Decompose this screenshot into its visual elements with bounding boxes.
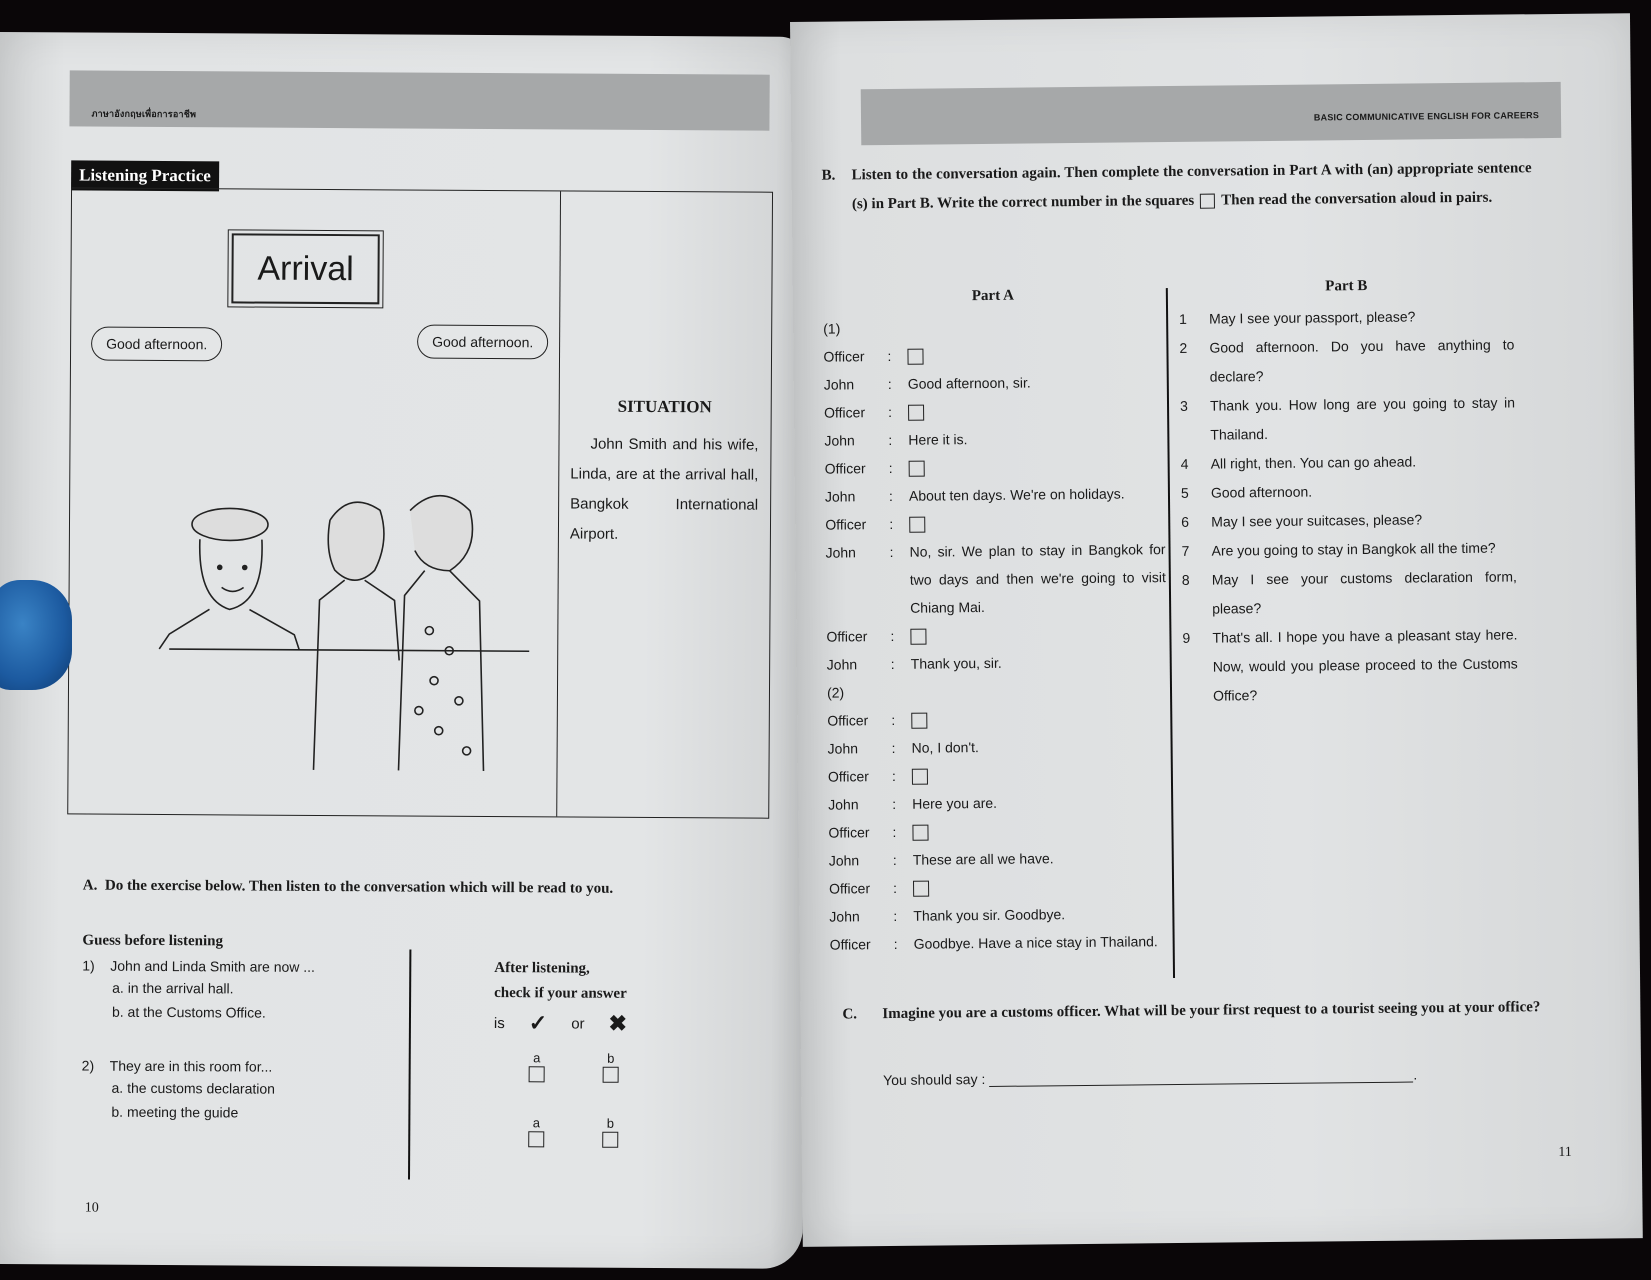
is-label: is bbox=[493, 1014, 505, 1032]
situation-text: John Smith and his wife, Linda, are at the arrival hall, Bangkok International Airport. bbox=[569, 435, 759, 543]
item-text: Are you going to stay in Bangkok all the time? bbox=[1211, 539, 1496, 559]
speaker: John bbox=[826, 656, 858, 673]
answer-row bbox=[883, 1063, 1417, 1088]
question-1-option-a: a. in the arrival hall. bbox=[112, 979, 234, 997]
dialogue-line bbox=[828, 759, 1168, 791]
colon: : bbox=[888, 431, 893, 448]
exercise-c-label: C. bbox=[842, 1006, 858, 1023]
illustration-divider bbox=[556, 191, 561, 816]
dialogue-line bbox=[826, 619, 1166, 651]
section-label: (2) bbox=[826, 684, 845, 701]
question-text: John and Linda Smith are now ... bbox=[110, 957, 316, 975]
part-b-item bbox=[1180, 388, 1516, 450]
colon: : bbox=[892, 795, 897, 812]
speaker: Officer bbox=[825, 516, 867, 533]
line-text: These are all we have. bbox=[912, 850, 1054, 868]
item-text: Thank you. How long are you going to stay in Thailand. bbox=[1209, 394, 1516, 443]
dialogue-line bbox=[829, 871, 1169, 903]
question-number: 1) bbox=[82, 957, 95, 974]
speaker: Officer bbox=[827, 768, 869, 785]
part-b-item bbox=[1179, 330, 1515, 392]
colon: : bbox=[892, 823, 897, 840]
left-header-band bbox=[69, 70, 769, 130]
dialogue-line bbox=[825, 507, 1165, 539]
speaker: John bbox=[825, 544, 857, 561]
item-number: 8 bbox=[1181, 571, 1190, 588]
answer-input[interactable] bbox=[989, 1064, 1413, 1087]
right-header-text: BASIC COMMUNICATIVE ENGLISH FOR CAREERS bbox=[1313, 110, 1540, 123]
situation-title: SITUATION bbox=[617, 396, 712, 417]
colon: : bbox=[891, 739, 896, 756]
left-page bbox=[0, 32, 810, 1269]
box-label: b bbox=[607, 1050, 615, 1066]
box-label: a bbox=[532, 1115, 541, 1131]
speaker: John bbox=[829, 908, 860, 925]
speaker: Officer bbox=[827, 712, 869, 729]
colon: : bbox=[892, 851, 897, 868]
answer-square[interactable] bbox=[909, 461, 925, 477]
dialogue-line bbox=[827, 647, 1167, 679]
colon: : bbox=[887, 347, 892, 364]
check-or-cross-legend bbox=[494, 1010, 674, 1037]
exercise-b-instruction bbox=[821, 154, 1532, 219]
line-text: Thank you sir. Goodbye. bbox=[913, 906, 1066, 924]
speaker: John bbox=[824, 488, 856, 505]
line-text: Thank you, sir. bbox=[910, 654, 1002, 672]
item-number: 7 bbox=[1181, 542, 1190, 559]
speaker: John bbox=[828, 796, 859, 813]
right-page bbox=[790, 13, 1643, 1247]
item-number: 9 bbox=[1182, 629, 1191, 646]
question-2-option-a: a. the customs declaration bbox=[111, 1079, 276, 1097]
question-2-option-b: b. meeting the guide bbox=[111, 1103, 239, 1121]
exercise-a-label: A. bbox=[82, 877, 98, 894]
item-number: 3 bbox=[1179, 397, 1188, 414]
dialogue-line bbox=[825, 451, 1165, 483]
checkbox[interactable] bbox=[603, 1067, 619, 1083]
dialogue-line bbox=[825, 535, 1166, 623]
item-text: May I see your suitcases, please? bbox=[1211, 511, 1423, 530]
part-b-item bbox=[1182, 562, 1518, 624]
colon: : bbox=[888, 403, 893, 420]
dialogue-line bbox=[825, 479, 1165, 511]
colon: : bbox=[889, 515, 894, 532]
question-text: They are in this room for... bbox=[109, 1057, 273, 1075]
checkbox[interactable] bbox=[602, 1132, 618, 1148]
checkbox[interactable] bbox=[529, 1066, 545, 1082]
answer-square[interactable] bbox=[913, 881, 929, 897]
answer-prompt: You should say : bbox=[883, 1071, 986, 1089]
colon: : bbox=[888, 459, 893, 476]
left-header-text: ภาษาอังกฤษเพื่อการอาชีพ bbox=[91, 108, 197, 120]
answer-square[interactable] bbox=[908, 405, 924, 421]
part-b-title: Part B bbox=[1325, 277, 1368, 295]
item-text: Good afternoon. bbox=[1210, 483, 1313, 501]
question-1 bbox=[82, 958, 412, 976]
dialogue-line bbox=[827, 703, 1167, 735]
answer-box-q1-b[interactable] bbox=[603, 1051, 619, 1083]
answer-square[interactable] bbox=[911, 713, 927, 729]
part-a-title: Part A bbox=[971, 287, 1014, 305]
answer-square[interactable] bbox=[912, 825, 928, 841]
item-text: May I see your passport, please? bbox=[1209, 308, 1416, 327]
speaker: Officer bbox=[829, 936, 871, 953]
guess-before-listening bbox=[81, 933, 412, 1130]
answer-square[interactable] bbox=[910, 629, 926, 645]
colon: : bbox=[890, 655, 895, 672]
answer-square[interactable] bbox=[907, 349, 923, 365]
checkbox[interactable] bbox=[528, 1131, 544, 1147]
part-b bbox=[1179, 276, 1518, 710]
situation-box bbox=[570, 391, 759, 550]
answer-period: . bbox=[1413, 1066, 1418, 1083]
part-b-item bbox=[1181, 533, 1516, 566]
answer-boxes-q1 bbox=[529, 1050, 619, 1083]
cross-mark-icon: ✖ bbox=[608, 1010, 628, 1036]
exercise-b-label: B. bbox=[821, 167, 836, 184]
question-1-option-b: b. at the Customs Office. bbox=[111, 1003, 266, 1021]
speaker: John bbox=[824, 432, 855, 449]
item-number: 4 bbox=[1180, 455, 1189, 472]
speaker: John bbox=[827, 740, 859, 757]
line-text: No, sir. We plan to stay in Bangkok for two days and then we're going to visit Chiang Mai. bbox=[909, 541, 1166, 616]
page-number-left: 10 bbox=[84, 1200, 99, 1216]
speaker: Officer bbox=[824, 404, 866, 421]
item-number: 2 bbox=[1179, 339, 1188, 356]
line-text: Good afternoon, sir. bbox=[907, 374, 1031, 392]
illustration-frame bbox=[67, 187, 773, 818]
dialogue-line bbox=[830, 927, 1170, 959]
question-2 bbox=[82, 1058, 412, 1076]
after-line-1: After listening, bbox=[494, 960, 590, 977]
exercise-c-instruction bbox=[842, 992, 1542, 1029]
dialogue-line bbox=[829, 843, 1169, 875]
colon: : bbox=[888, 487, 893, 504]
colon: : bbox=[891, 711, 896, 728]
item-number: 1 bbox=[1179, 310, 1188, 327]
dialogue-line bbox=[824, 423, 1164, 455]
colon: : bbox=[887, 375, 892, 392]
dialogue-line bbox=[828, 815, 1168, 847]
exercise-a-instruction bbox=[83, 878, 733, 899]
box-label: b bbox=[606, 1115, 615, 1131]
people-illustration-icon bbox=[149, 469, 531, 771]
arrival-sign bbox=[231, 233, 379, 304]
dialogue-line bbox=[828, 787, 1168, 819]
speech-bubble-right: Good afternoon. bbox=[417, 325, 548, 360]
part-b-item bbox=[1181, 504, 1516, 537]
after-listening bbox=[494, 960, 674, 1037]
question-number: 2) bbox=[81, 1057, 95, 1074]
after-line-2: check if your answer bbox=[494, 985, 627, 1002]
dialogue-line bbox=[829, 899, 1169, 931]
item-text: May I see your customs declaration form, please? bbox=[1211, 568, 1517, 617]
item-number: 5 bbox=[1180, 484, 1189, 501]
box-label: a bbox=[533, 1050, 541, 1066]
answer-box-q1-a[interactable] bbox=[529, 1050, 545, 1082]
speaker: Officer bbox=[828, 880, 871, 897]
item-text: All right, then. You can go ahead. bbox=[1210, 453, 1417, 472]
right-header-band bbox=[861, 82, 1562, 145]
part-b-item bbox=[1182, 620, 1518, 711]
line-text: About ten days. We're on holidays. bbox=[908, 485, 1125, 504]
colon: : bbox=[891, 767, 896, 784]
line-text: No, I don't. bbox=[911, 739, 979, 756]
part-b-item bbox=[1181, 446, 1516, 479]
speech-bubble-left: Good afternoon. bbox=[91, 327, 222, 362]
check-mark-icon: ✓ bbox=[528, 1010, 548, 1036]
speaker: Officer bbox=[828, 824, 870, 841]
answer-square[interactable] bbox=[912, 769, 928, 785]
item-text: Good afternoon. Do you have anything to declare? bbox=[1209, 336, 1515, 385]
speaker: Officer bbox=[823, 348, 865, 365]
section-label: (1) bbox=[823, 320, 841, 337]
colon: : bbox=[890, 627, 895, 644]
answer-boxes-q2 bbox=[528, 1115, 618, 1148]
exercise-a-text: Do the exercise below. Then listen to the conversation which will be read to you. bbox=[104, 877, 614, 897]
answer-box-q2-b[interactable] bbox=[602, 1116, 618, 1148]
line-text: Here it is. bbox=[908, 431, 968, 448]
part-b-item bbox=[1181, 475, 1516, 508]
answer-square[interactable] bbox=[909, 517, 925, 533]
speaker: John bbox=[823, 376, 855, 393]
speaker: John bbox=[828, 852, 860, 869]
arrival-sign-text: Arrival bbox=[257, 249, 354, 288]
line-text: Goodbye. Have a nice stay in Thailand. bbox=[913, 933, 1158, 952]
speaker: Officer bbox=[824, 460, 866, 477]
dialogue-line bbox=[824, 367, 1164, 399]
item-number: 6 bbox=[1181, 513, 1190, 530]
dialogue-line bbox=[823, 339, 1163, 371]
dialogue-line bbox=[827, 731, 1167, 763]
exercise-b-text-2: Then read the conversation aloud in pairs. bbox=[1221, 189, 1493, 209]
dialogue-line bbox=[824, 395, 1164, 427]
speaker: Officer bbox=[826, 628, 868, 645]
answer-box-q2-a[interactable] bbox=[528, 1115, 544, 1147]
item-text: That's all. I hope you have a pleasant stay here. Now, would you please proceed to the Customs Office? bbox=[1212, 626, 1518, 704]
exercise-b-text-1: Listen to the conversation again. Then complete the conversation in Part A with (an) appropriate sentence (s) in Part B. Write the correct number in the squares bbox=[851, 160, 1532, 213]
colon: : bbox=[893, 935, 898, 952]
colon: : bbox=[889, 543, 894, 560]
square-icon bbox=[1200, 194, 1215, 209]
part-b-item bbox=[1179, 301, 1514, 334]
blue-cloth bbox=[0, 580, 72, 690]
colon: : bbox=[893, 907, 898, 924]
exercise-c-text: Imagine you are a customs officer. What will be your first request to a tourist seeing you at your office? bbox=[882, 999, 1541, 1023]
section-title: Listening Practice bbox=[71, 160, 219, 191]
or-label: or bbox=[571, 1015, 585, 1033]
page-number-right: 11 bbox=[1558, 1144, 1572, 1161]
part-a bbox=[823, 286, 1170, 959]
line-text: Here you are. bbox=[912, 794, 998, 812]
colon: : bbox=[892, 879, 898, 896]
guess-heading: Guess before listening bbox=[82, 932, 224, 950]
